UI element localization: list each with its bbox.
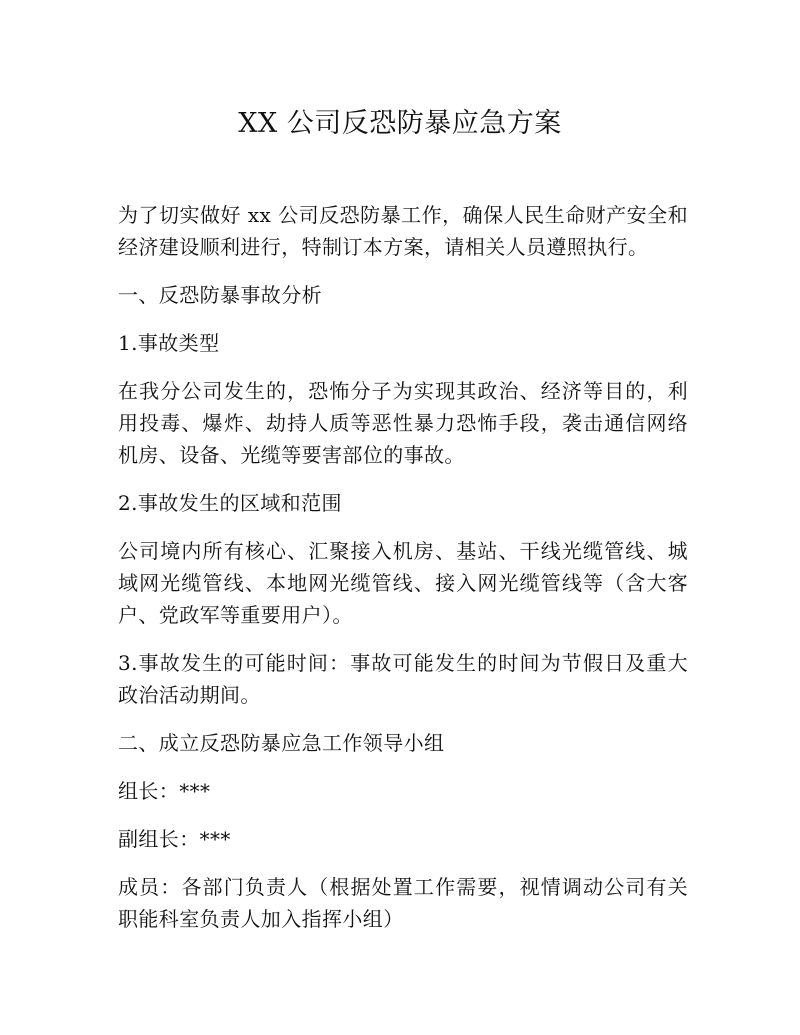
team-leader-line: 组长：*** [118, 779, 211, 803]
team-members-line: 成员：各部门负责人（根据处置工作需要，视情调动公司有关职能科室负责人加入指挥小组） [118, 875, 688, 931]
document-title: XX 公司反恐防暴应急方案 [238, 108, 562, 139]
subheading-area-scope: 2.事故发生的区域和范围 [118, 491, 342, 515]
paragraph-possible-time: 3.事故发生的可能时间：事故可能发生的时间为节假日及重大政治活动期间。 [118, 651, 688, 707]
deputy-leader-line: 副组长：*** [118, 827, 231, 851]
paragraph-area-scope: 公司境内所有核心、汇聚接入机房、基站、干线光缆管线、城域网光缆管线、本地网光缆管线、接入网光缆管线等（含大客户、党政军等重要用户）。 [118, 539, 688, 627]
paragraph-accident-type: 在我分公司发生的，恐怖分子为实现其政治、经济等目的，利用投毒、爆炸、劫持人质等恶性暴力恐怖手段，袭击通信网络机房、设备、光缆等要害部位的事故。 [118, 379, 688, 467]
section-heading-1: 一、反恐防暴事故分析 [118, 283, 322, 307]
paragraph-intro: 为了切实做好 xx 公司反恐防暴工作，确保人民生命财产安全和经济建设顺利进行，特制订本方案，请相关人员遵照执行。 [118, 203, 688, 259]
subheading-accident-type: 1.事故类型 [118, 331, 220, 355]
document-body [118, 199, 688, 951]
section-heading-2: 二、成立反恐防暴应急工作领导小组 [118, 731, 445, 755]
